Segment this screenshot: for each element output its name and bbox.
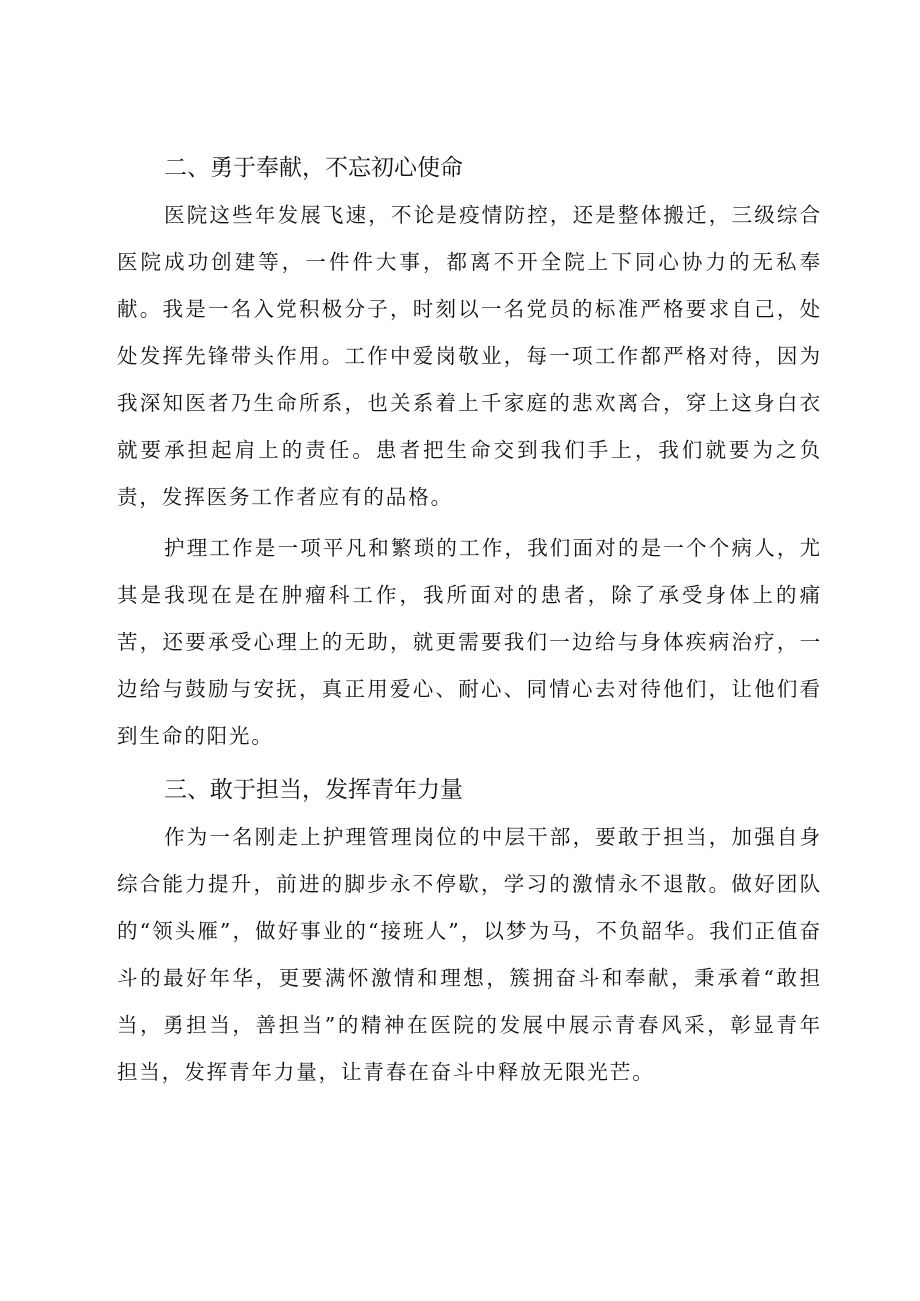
- paragraph: 护理工作是一项平凡和繁琐的工作，我们面对的是一个个病人，尤其是我现在是在肿瘤科工作，我所面对的患者，除了承受身体上的痛苦，还要承受心理上的无助，就更需要我们一边给与身体疾病治疗，一边给与鼓励与安抚，真正用爱心、耐心、同情心去对待他们，让他们看到生命的阳光。: [117, 536, 822, 748]
- section-heading: 三、敢于担当，发挥青年力量: [164, 777, 463, 803]
- document-body: [117, 146, 822, 1100]
- paragraph: 作为一名刚走上护理管理岗位的中层干部，要敢于担当，加强自身综合能力提升，前进的脚步永不停歇，学习的激情永不退散。做好团队的“领头雁”，做好事业的“接班人”，以梦为马，不负韶华。我们正值奋斗的最好年华，更要满怀激情和理想，簇拥奋斗和奉献，秉承着“敢担当，勇担当，善担当”的精神在医院的发展中展示青春风采，彰显青年担当，发挥青年力量，让青春在奋斗中释放无限光芒。: [117, 825, 822, 1084]
- section-heading: 二、勇于奉献，不忘初心使命: [164, 155, 463, 181]
- section-responsibility: [117, 768, 822, 1096]
- section-dedication: [117, 146, 822, 760]
- paragraph: 医院这些年发展飞速，不论是疫情防控，还是整体搬迁，三级综合医院成功创建等，一件件大事，都离不开全院上下同心协力的无私奉献。我是一名入党积极分子，时刻以一名党员的标准严格要求自己，处处发挥先锋带头作用。工作中爱岗敬业，每一项工作都严格对待，因为我深知医者乃生命所系，也关系着上千家庭的悲欢离合，穿上这身白衣就要承担起肩上的责任。患者把生命交到我们手上，我们就要为之负责，发挥医务工作者应有的品格。: [117, 203, 822, 509]
